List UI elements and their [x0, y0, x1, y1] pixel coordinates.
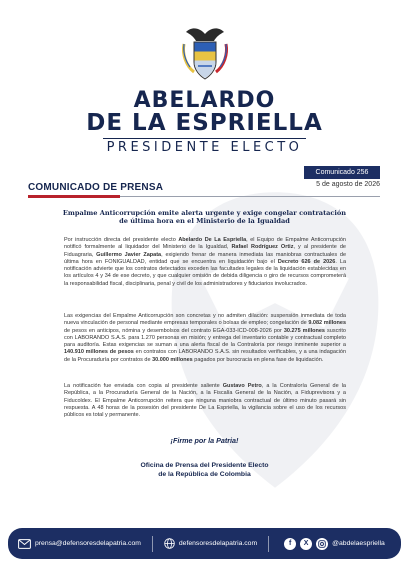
body-text: pagados por burocracia en plena fase de liquidación.	[192, 356, 324, 363]
emphasis-text: 9.082 millones	[308, 320, 347, 327]
headline	[62, 209, 347, 226]
instagram-icon[interactable]	[316, 538, 328, 550]
body-text: Por instrucción directa del presidente electo	[64, 237, 179, 243]
headline-line-1: Empalme Anticorrupción emite alerta urgente y exige congelar contratación	[62, 209, 347, 217]
emphasis-text: 30.275 millones	[283, 327, 325, 334]
body-text: Las exigencias del Empalme Anticorrupción son concretas y no admiten dilación: suspensión inmediata de toda nueva vinculación de personal mediante empresas temporales o bolsas de empleo; congelación de	[64, 313, 346, 327]
communique-date: 5 de agosto de 2026	[316, 181, 380, 188]
press-release-heading: COMUNICADO DE PRENSA	[28, 182, 164, 193]
body-text: . La notificación advierte que los contratos detectados exceden las facultades legales de la liquidación establecidas en los artículos 4 y 34 de ese decreto, y que cualquier omisión de debida diligencia o giro de recursos comprometerá la responsabilidad fiscal, disciplinaria, penal y civil de los administradores y fiduciarios involucrados.	[64, 258, 347, 287]
office-signature-line-1: Oficina de Prensa del Presidente Electo	[140, 462, 269, 469]
closing-slogan: ¡Firme por la Patria!	[170, 436, 239, 445]
emphasis-text: Abelardo De La Espriella	[178, 237, 247, 243]
emphasis-text: 30.000 millones	[152, 356, 193, 363]
body-text: , y al presidente de Fiduagraria,	[64, 244, 346, 258]
body-paragraph-2	[64, 313, 346, 364]
emphasis-text: Decreto 626 de 2026	[277, 258, 336, 265]
headline-line-2: de última hora en el Ministerio de la Igualdad	[119, 217, 290, 226]
social-handle[interactable]: @abdelaespriella	[332, 540, 385, 547]
social-links	[284, 538, 385, 550]
website-link[interactable]	[164, 538, 257, 549]
email-contact[interactable]	[18, 539, 141, 549]
contact-footer	[8, 528, 401, 559]
body-text: La notificación fue enviada con copia al presidente saliente	[64, 383, 223, 389]
emphasis-text: Gustavo Petro	[222, 383, 262, 389]
globe-icon	[164, 538, 175, 549]
mail-icon	[18, 539, 31, 549]
x-icon[interactable]: X	[300, 538, 312, 550]
body-text: , exigiendo frenar de manera inmediata las maniobras contractuales de última hora en FONIGUALDAD, entidad que se encuentra en liquidación bajo el	[64, 251, 347, 265]
body-text: suscrito con LABORANDO S.A.S. para 1.270 personas en misión; y entrega del inventario contable y contractual completo para auditoría. Estas exigencias se suman a una alerta fiscal de la Contraloría por riesgo inminente superior a	[64, 327, 346, 349]
footer-divider	[152, 536, 153, 552]
body-paragraph-3	[64, 383, 346, 419]
emphasis-text: Guillermo Javier Zapata	[96, 251, 162, 258]
heading-rule-accent	[28, 195, 120, 198]
body-text: , a la Contraloría General de la República, a la Procuraduría General de la Nación, a la Fiscalía General de la Nación, a Fiduprevisora y a Fiducoldex. El Empalme Anticorrupción reitera que ninguna maniobra contractual de último minuto pasará sin respuesta. A 48 horas de la posesión del presidente De La Espriella, la vigilancia sobre el uso de los recursos públicos es total y permanente.	[64, 383, 346, 419]
name-line-2: DE LA ESPRIELLA	[86, 110, 323, 136]
emphasis-text: 140.910 millones de pesos	[64, 349, 134, 356]
body-paragraph-1	[64, 237, 346, 288]
website-url: defensoresdelapatria.com	[178, 540, 258, 547]
office-signature-line-2: de la República de Colombia	[158, 471, 251, 478]
body-text: , el Equipo de Empalme Anticorrupción notificó formalmente al liquidador del Ministerio de la Igualdad,	[64, 237, 346, 251]
title-presidente-electo: PRESIDENTE ELECTO	[106, 140, 303, 155]
coat-of-arms-icon	[178, 22, 232, 84]
emphasis-text: Rafael Rodríguez Ortiz	[231, 244, 294, 251]
footer-divider	[268, 536, 269, 552]
email-address: prensa@defensoresdelapatria.com	[35, 540, 141, 547]
body-text: en contratos con LABORANDO S.A.S. sin resultados verificables, y a una indagación de la Procuraduría por contratos de	[64, 349, 347, 363]
name-line-1: ABELARDO	[133, 88, 276, 113]
facebook-icon[interactable]: f	[284, 538, 296, 550]
communique-number-badge: Comunicado 256	[304, 166, 380, 179]
body-text: de pesos en anticipos, nómina y desembolsos del contrato EGA-033-ICD-008-2026 por	[64, 327, 284, 334]
